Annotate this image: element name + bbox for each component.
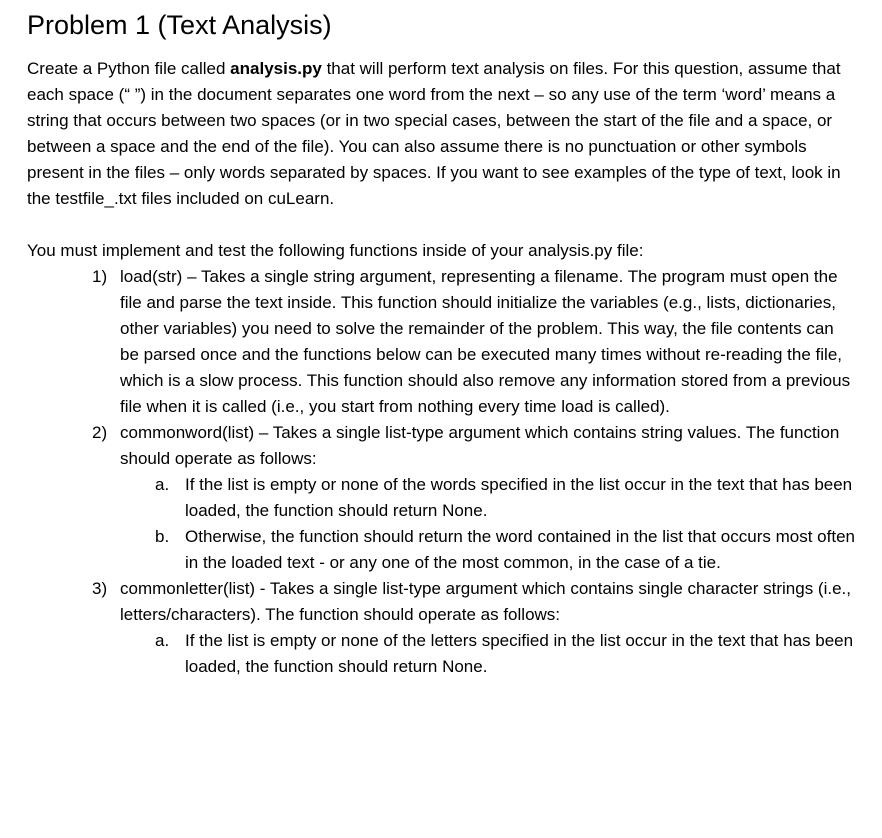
sub-list-item-text: If the list is empty or none of the letters specified in the list occur in the text that has been loaded, the function should return None. <box>185 631 854 676</box>
list-item-commonletter <box>27 576 855 680</box>
sub-list-item <box>120 628 855 680</box>
functions-intro-paragraph: You must implement and test the following functions inside of your analysis.py file: <box>27 241 644 260</box>
list-item-text: commonletter(list) - Takes a single list-type argument which contains single character strings (i.e., letters/characters). The function should operate as follows: <box>120 579 851 624</box>
list-item-load <box>27 264 855 420</box>
list-item-commonword <box>27 420 855 576</box>
list-item-text: load(str) – Takes a single string argument, representing a filename. The program must open the file and parse the text inside. This function should initialize the variables (e.g., lists, dictionaries, other variables) you need to solve the remainder of the problem. This way, the file contents can be parsed once and the functions below can be executed many times without re-reading the file, which is a slow process. This function should also remove any information stored from a previous file when it is called (i.e., you start from nothing every time load is called). <box>120 267 851 416</box>
sub-list-item-text: If the list is empty or none of the words specified in the list occur in the text that has been loaded, the function should return None. <box>185 475 853 520</box>
list-item-text: commonword(list) – Takes a single list-type argument which contains string values. The function should operate as follows: <box>120 423 840 468</box>
list-item-number: 3) <box>92 579 108 598</box>
list-item-number: 1) <box>92 267 108 286</box>
sub-list-item-letter: a. <box>155 475 170 494</box>
sub-list-item <box>120 524 855 576</box>
numbered-list <box>27 264 855 680</box>
list-item-number: 2) <box>92 423 108 442</box>
intro-text-after: that will perform text analysis on files. For this question, assume that each space (“ ”) in the document separates one word from the next – so any use of the term ‘word’ means a string that occurs between two spaces (or in two special cases, between the start of the file and a space, or between a space and the end of the file). You can also assume there is no punctuation or other symbols present in the files – only words separated by spaces. If you want to see examples of the type of text, look in the testfile_.txt files included on cuLearn. <box>27 59 841 208</box>
intro-bold-filename: analysis.py <box>230 59 322 78</box>
sub-list-item <box>120 472 855 524</box>
document-title: Problem 1 (Text Analysis) <box>27 10 332 40</box>
intro-text-before: Create a Python file called <box>27 59 231 78</box>
intro-paragraph <box>27 56 855 212</box>
sub-list-item-letter: a. <box>155 631 170 650</box>
sub-list-item-letter: b. <box>155 527 170 546</box>
sub-list-item-text: Otherwise, the function should return the word contained in the list that occurs most often in the loaded text - or any one of the most common, in the case of a tie. <box>185 527 855 572</box>
